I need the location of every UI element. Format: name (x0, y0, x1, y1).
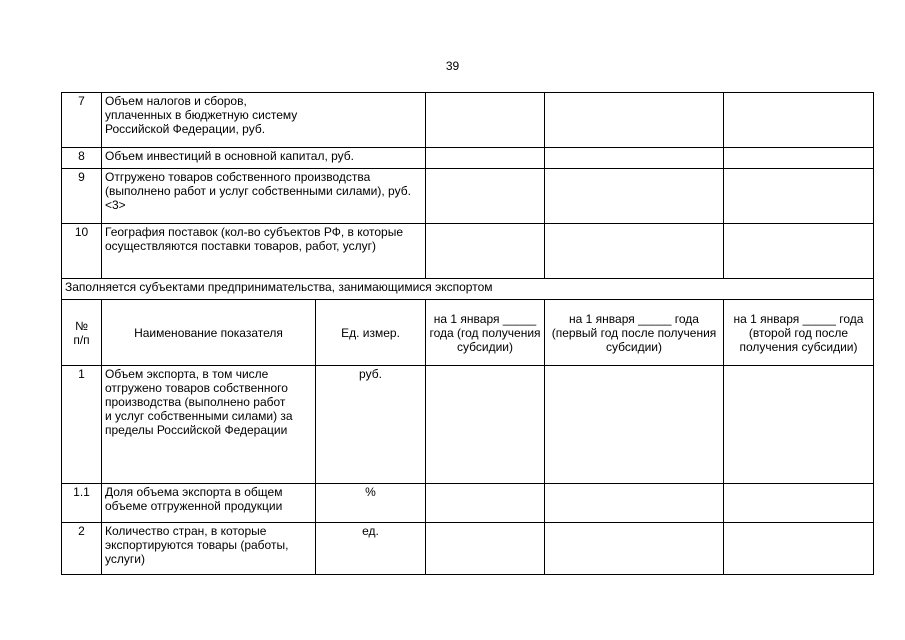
header-year0: на 1 января _____ года (год получения субсидии) (426, 300, 545, 366)
table-row (62, 148, 874, 169)
indicator-name: Количество стран, в которые экспортируются товары (работы, услуги) (102, 523, 316, 575)
table-header-row (62, 300, 874, 366)
indicator-name: Объем инвестиций в основной капитал, руб. (102, 148, 426, 169)
table-row (62, 366, 874, 484)
value-cell-year1[interactable] (545, 224, 724, 279)
value-cell-year0[interactable] (426, 523, 545, 575)
header-unit: Ед. измер. (316, 300, 426, 366)
table-row (62, 224, 874, 279)
table-row (62, 484, 874, 523)
table-row (62, 93, 874, 148)
table-row (62, 169, 874, 224)
value-cell-year1[interactable] (545, 484, 724, 523)
indicators-table (61, 92, 874, 575)
section-row (62, 279, 874, 300)
value-cell-year1[interactable] (545, 93, 724, 148)
unit-cell: руб. (316, 366, 426, 484)
row-number: 8 (62, 148, 102, 169)
indicator-name: Объем экспорта, в том числе отгружено товаров собственного производства (выполнено работ и услуг собственными силами) за пределы Российской Федерации (102, 366, 316, 484)
indicator-name: Отгружено товаров собственного производства (выполнено работ и услуг собственными силами), руб. <3> (102, 169, 426, 224)
value-cell-year0[interactable] (426, 148, 545, 169)
value-cell-year2[interactable] (724, 148, 874, 169)
row-number: 7 (62, 93, 102, 148)
value-cell-year2[interactable] (724, 169, 874, 224)
value-cell-year2[interactable] (724, 224, 874, 279)
value-cell-year1[interactable] (545, 169, 724, 224)
row-number: 10 (62, 224, 102, 279)
unit-cell: % (316, 484, 426, 523)
indicator-name: Доля объема экспорта в общем объеме отгруженной продукции (102, 484, 316, 523)
header-year2: на 1 января _____ года (второй год после получения субсидии) (724, 300, 874, 366)
value-cell-year2[interactable] (724, 366, 874, 484)
value-cell-year1[interactable] (545, 148, 724, 169)
value-cell-year0[interactable] (426, 169, 545, 224)
unit-cell: ед. (316, 523, 426, 575)
row-number: 1.1 (62, 484, 102, 523)
value-cell-year0[interactable] (426, 366, 545, 484)
value-cell-year1[interactable] (545, 366, 724, 484)
value-cell-year2[interactable] (724, 484, 874, 523)
row-number: 1 (62, 366, 102, 484)
page-number: 39 (445, 59, 460, 73)
value-cell-year0[interactable] (426, 224, 545, 279)
row-number: 9 (62, 169, 102, 224)
indicator-name: Объем налогов и сборов, уплаченных в бюджетную систему Российской Федерации, руб. (102, 93, 426, 148)
value-cell-year0[interactable] (426, 93, 545, 148)
value-cell-year2[interactable] (724, 523, 874, 575)
header-number: № п/п (62, 300, 102, 366)
row-number: 2 (62, 523, 102, 575)
header-name: Наименование показателя (102, 300, 316, 366)
value-cell-year0[interactable] (426, 484, 545, 523)
table-row (62, 523, 874, 575)
value-cell-year1[interactable] (545, 523, 724, 575)
indicator-name: География поставок (кол-во субъектов РФ, в которые осуществляются поставки товаров, работ, услуг) (102, 224, 426, 279)
header-year1: на 1 января _____ года (первый год после получения субсидии) (545, 300, 724, 366)
section-title: Заполняется субъектами предпринимательства, занимающимися экспортом (62, 279, 874, 300)
value-cell-year2[interactable] (724, 93, 874, 148)
